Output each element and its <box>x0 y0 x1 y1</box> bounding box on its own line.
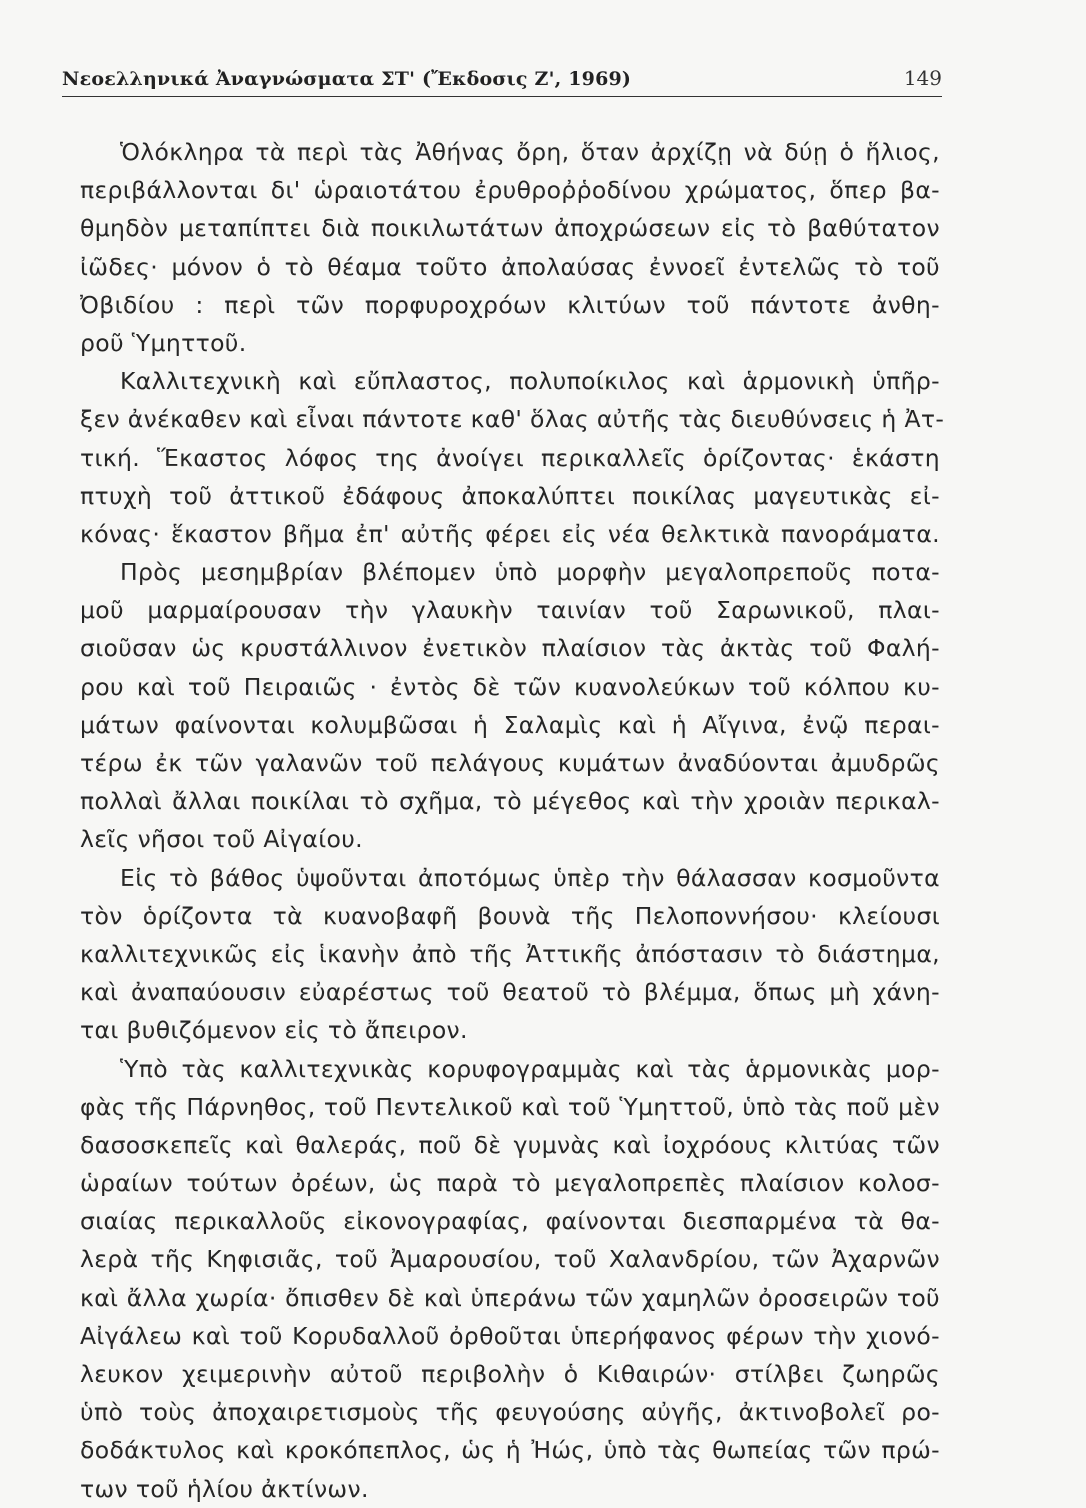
text-line: Αἰγάλεω καὶ τοῦ Κορυδαλλοῦ ὀρθοῦται ὑπερήφανος φέρων τὴν χιονό- <box>80 1321 940 1350</box>
running-header <box>62 62 942 97</box>
text-line: ροῦ Ὑμηττοῦ. <box>80 328 247 357</box>
text-line: Εἰς τὸ βάθος ὑψοῦνται ἀποτόμως ὑπὲρ τὴν θάλασσαν κοσμοῦντα <box>120 863 940 892</box>
page-number: 149 <box>903 66 942 90</box>
text-line: καὶ ἄλλα χωρία· ὄπισθεν δὲ καὶ ὑπεράνω τῶν χαμηλῶν ὀροσειρῶν τοῦ <box>80 1283 940 1312</box>
text-line: λευκον χειμερινὴν αὐτοῦ περιβολὴν ὁ Κιθαιρών· στίλβει ζωηρῶς <box>80 1360 940 1388</box>
text-line: περιβάλλονται δι' ὡραιοτάτου ἐρυθροῤῥοδίνου χρώματος, ὅπερ βα- <box>80 176 940 205</box>
text-line: Ὀβιδίου : περὶ τῶν πορφυροχρόων κλιτύων τοῦ πάντοτε ἀνθη- <box>80 290 940 319</box>
text-line: λεῖς νῆσοι τοῦ Αἰγαίου. <box>80 825 364 854</box>
text-line: σιαίας περικαλλοῦς εἰκονογραφίας, φαίνονται διεσπαρμένα τὰ θα- <box>80 1207 940 1236</box>
body-text <box>80 133 945 1508</box>
text-line: δασοσκεπεῖς καὶ θαλεράς, ποῦ δὲ γυμνὰς καὶ ἰοχρόους κλιτύας τῶν <box>80 1130 940 1159</box>
text-line: πολλαὶ ἄλλαι ποικίλαι τὸ σχῆμα, τὸ μέγεθος καὶ τὴν χροιὰν περικαλ- <box>80 787 940 816</box>
text-line: Πρὸς μεσημβρίαν βλέπομεν ὑπὸ μορφὴν μεγαλοπρεποῦς ποτα- <box>120 558 940 587</box>
text-line: Καλλιτεχνικὴ καὶ εὔπλαστος, πολυποίκιλος καὶ ἁρμονικὴ ὑπῆρ- <box>120 367 940 396</box>
text-line: δοδάκτυλος καὶ κροκόπεπλος, ὡς ἡ Ἠώς, ὑπὸ τὰς θωπείας τῶν πρώ- <box>80 1436 940 1465</box>
text-line: φὰς τῆς Πάρνηθος, τοῦ Πεντελικοῦ καὶ τοῦ Ὑμηττοῦ, ὑπὸ τὰς ποῦ μὲν <box>80 1092 940 1121</box>
text-line: τὸν ὁρίζοντα τὰ κυανοβαφῆ βουνὰ τῆς Πελοποννήσου· κλείουσι <box>80 901 940 930</box>
text-line: ται βυθιζόμενον εἰς τὸ ἄπειρον. <box>80 1016 468 1045</box>
text-line: ἰῶδες· μόνον ὁ τὸ θέαμα τοῦτο ἀπολαύσας ἐννοεῖ ἐντελῶς τὸ τοῦ <box>80 252 940 281</box>
text-line: μοῦ μαρμαίρουσαν τὴν γλαυκὴν ταινίαν τοῦ Σαρωνικοῦ, πλαι- <box>80 596 940 625</box>
text-line: λερὰ τῆς Κηφισιᾶς, τοῦ Ἀμαρουσίου, τοῦ Χαλανδρίου, τῶν Ἀχαρνῶν <box>80 1245 940 1274</box>
header-title: Νεοελληνικά Ἀναγνώσματα ΣΤ' (Ἔκδοσις Ζ', 1969) <box>62 68 632 90</box>
text-line: ὑπὸ τοὺς ἀποχαιρετισμοὺς τῆς φευγούσης αὐγῆς, ἀκτινοβολεῖ ρο- <box>80 1398 940 1427</box>
text-line: θμηδὸν μεταπίπτει διὰ ποικιλωτάτων ἀποχρώσεων εἰς τὸ βαθύτατον <box>80 214 940 243</box>
text-line: μάτων φαίνονται κολυμβῶσαι ἡ Σαλαμὶς καὶ ἡ Αἴγινα, ἐνῷ περαι- <box>80 710 940 739</box>
text-line: των τοῦ ἡλίου ἀκτίνων. <box>80 1474 369 1503</box>
text-line: πτυχὴ τοῦ ἀττικοῦ ἐδάφους ἀποκαλύπτει ποικίλας μαγευτικὰς εἰ- <box>80 481 940 510</box>
text-line: καλλιτεχνικῶς εἰς ἱκανὴν ἀπὸ τῆς Ἀττικῆς ἀπόστασιν τὸ διάστημα, <box>80 939 940 968</box>
text-line: ρου καὶ τοῦ Πειραιῶς · ἐντὸς δὲ τῶν κυανολεύκων τοῦ κόλπου κυ- <box>80 672 940 701</box>
text-line: τική. Ἕκαστος λόφος της ἀνοίγει περικαλλεῖς ὁρίζοντας· ἑκάστη <box>80 443 940 472</box>
text-line: σιοῦσαν ὡς κρυστάλλινον ἐνετικὸν πλαίσιον τὰς ἀκτὰς τοῦ Φαλή- <box>80 634 940 663</box>
text-line: Ὑπὸ τὰς καλλιτεχνικὰς κορυφογραμμὰς καὶ τὰς ἁρμονικὰς μορ- <box>120 1054 940 1083</box>
text-line: Ὁλόκληρα τὰ περὶ τὰς Ἀθήνας ὄρη, ὅταν ἀρχίζῃ νὰ δύῃ ὁ ἥλιος, <box>120 138 940 166</box>
text-line: ὡραίων τούτων ὀρέων, ὡς παρὰ τὸ μεγαλοπρεπὲς πλαίσιον κολοσ- <box>80 1169 940 1198</box>
text-line: τέρω ἐκ τῶν γαλανῶν τοῦ πελάγους κυμάτων ἀναδύονται ἀμυδρῶς <box>80 749 940 777</box>
text-line: κόνας· ἕκαστον βῆμα ἐπ' αὐτῆς φέρει εἰς νέα θελκτικὰ πανοράματα. <box>80 519 940 548</box>
text-line: καὶ ἀναπαύουσιν εὐαρέστως τοῦ θεατοῦ τὸ βλέμμα, ὅπως μὴ χάνη- <box>80 978 940 1007</box>
text-line: ξεν ἀνέκαθεν καὶ εἶναι πάντοτε καθ' ὅλας αὐτῆς τὰς διευθύνσεις ἡ Ἀτ- <box>80 405 945 434</box>
